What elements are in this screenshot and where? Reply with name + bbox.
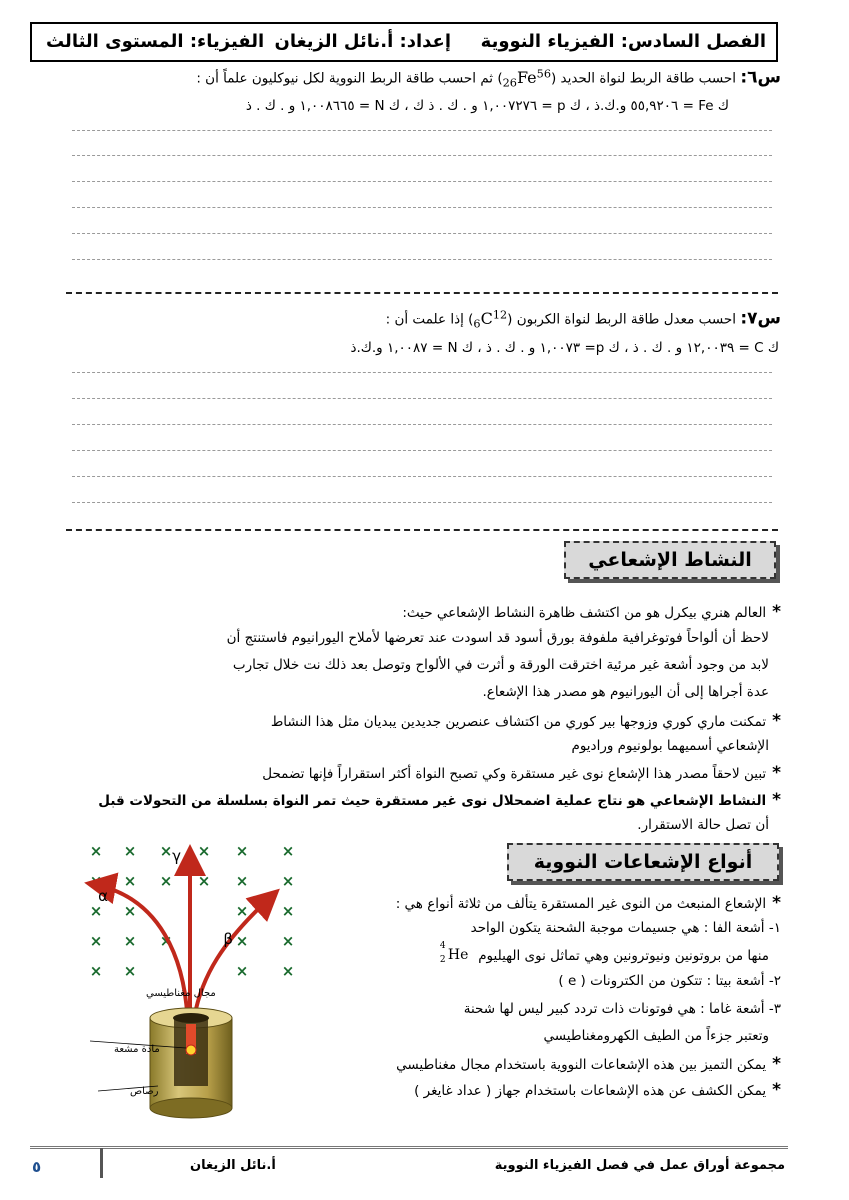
svg-text:×: × (159, 872, 173, 890)
answer-line (72, 476, 772, 477)
question-text-b: ) ثم احسب طاقة الربط النووية لكل نيوكليون علماً أن : (196, 70, 503, 87)
answer-line (72, 450, 772, 451)
paragraph-line: * تمكنت ماري كوري وزوجها بير كوري من اكتشاف عنصرين جديدين يبديان مثل هذا النشاط (270, 711, 781, 731)
answer-line (72, 259, 772, 260)
svg-text:×: × (89, 842, 103, 860)
paragraph-line: عدة أجراها إلى أن اليورانيوم هو مصدر هذا الإشعاع. (482, 684, 769, 700)
mass-number: 12 (492, 308, 508, 321)
alpha-rays-line: ١- أشعة الفا : هي جسيمات موجبة الشحنة يتكون الواحد (470, 920, 781, 936)
footer-separator (100, 1148, 103, 1178)
paragraph-line: * يمكن التميز بين هذه الإشعاعات النووية باستخدام مجال مغناطيسي (396, 1054, 781, 1074)
alpha-label: α (98, 887, 108, 905)
beta-rays-line: ٢- أشعة بيتا : تتكون من الكترونات ( e ) (558, 973, 781, 989)
iron-nucleus (502, 67, 551, 90)
paragraph-line: الإشعاعي أسميهما بولونيوم وراديوم (571, 738, 769, 754)
svg-text:×: × (281, 932, 295, 950)
question-text-b: ) إذا علمت أن : (385, 311, 474, 328)
lead-container (150, 1008, 232, 1118)
question-6 (196, 67, 781, 89)
svg-text:×: × (123, 872, 137, 890)
beta-label: β (223, 930, 233, 948)
paragraph-line: لابد من وجود أشعة غير مرئية اخترقت الورقة و أثرت في الألواح وتوصل بعد ذلك نت خلال تجارب (232, 657, 769, 673)
carbon-nucleus (473, 308, 508, 331)
footer-title: مجموعة أوراق عمل في فصل الفيزياء النووية (494, 1158, 785, 1173)
answer-line (72, 502, 772, 503)
question-6-data: ك Fe = ٥٥,٩٢٠٦ و.ك.ذ ، ك p = ١,٠٠٧٢٧٦ و . ك . ذ ك ، ك N = ١,٠٠٨٦٦٥ و . ك . ذ (245, 98, 729, 114)
lead-label: رصاص (130, 1086, 159, 1097)
subject-level: الفيزياء: المستوى الثالث (46, 31, 265, 52)
alpha-rays-line-2: منها من بروتونين ونيوترونين وهي تماثل نوى الهيليوم 4 2 He (439, 941, 769, 965)
atomic-number: 6 (473, 317, 481, 331)
paragraph-line: * يمكن الكشف عن هذه الإشعاعات باستخدام جهاز ( عداد غايغر ) (414, 1080, 781, 1100)
answer-line (72, 207, 772, 208)
question-7-data: ك C = ١٢,٠٠٣٩ و . ك . ذ ، ك p= ١,٠٠٧٣ و . ك . ذ ، ك N = ١,٠٠٨٧ و.ك.ذ (350, 340, 779, 356)
section-divider (66, 529, 778, 531)
svg-text:×: × (235, 842, 249, 860)
gamma-rays-line: ٣- أشعة غاما : هي فوتونات ذات تردد كبير ليس لها شحنة (463, 1001, 781, 1017)
paragraph-line: * العالم هنري بيكرل هو من اكتشف ظاهرة النشاط الإشعاعي حيث: (402, 602, 781, 622)
svg-text:×: × (123, 842, 137, 860)
paragraph-line: أن تصل حالة الاستقرار. (637, 817, 769, 833)
svg-text:×: × (281, 962, 295, 980)
page-number: ٥ (32, 1158, 42, 1176)
paragraph-line: لاحظ أن ألواحاً فوتوغرافية ملفوفة بورق أسود قد اسودت عند تعرضها لأملاح اليورانيوم فاستنتج أن (226, 630, 769, 646)
svg-text:×: × (159, 932, 173, 950)
answer-line (72, 398, 772, 399)
svg-text:×: × (281, 842, 295, 860)
question-7 (386, 308, 781, 330)
gamma-rays-line-2: وتعتبر جزءاً من الطيف الكهرومغناطيسي (543, 1028, 769, 1044)
atomic-number: 26 (502, 76, 517, 90)
element-symbol: Fe (516, 67, 537, 87)
author-name: إعداد: أ.نائل الزيغان (274, 31, 451, 52)
section-title-radioactivity: النشاط الإشعاعي (564, 541, 776, 579)
section-divider (66, 292, 778, 294)
magnetic-field-diagram (78, 836, 318, 1136)
question-text-a: احسب طاقة الربط لنواة الحديد ( (550, 70, 737, 87)
paragraph-line: * تبين لاحقاً مصدر هذا الإشعاع نوى غير مستقرة وكي تصبح النواة أكثر استقراراً فإنها تضمحل (262, 763, 781, 783)
answer-line (72, 130, 772, 131)
mass-number: 56 (536, 67, 551, 80)
helium-nucleus: 4 2 He (439, 941, 469, 965)
svg-text:×: × (123, 962, 137, 980)
svg-text:×: × (89, 902, 103, 920)
question-number: س٧: (740, 308, 781, 329)
footer-divider (30, 1146, 788, 1149)
footer-author: أ.نائل الزيغان (190, 1158, 276, 1173)
question-text-a: احسب معدل طاقة الربط لنواة الكربون ( (507, 311, 737, 328)
svg-text:×: × (235, 962, 249, 980)
svg-text:×: × (281, 902, 295, 920)
svg-text:×: × (123, 902, 137, 920)
element-symbol: C (480, 308, 493, 328)
paragraph-line: * الإشعاع المنبعث من النوى غير المستقرة يتألف من ثلاثة أنواع هي : (395, 893, 781, 913)
svg-text:×: × (89, 932, 103, 950)
svg-text:×: × (197, 842, 211, 860)
answer-line (72, 424, 772, 425)
svg-text:×: × (123, 932, 137, 950)
svg-text:×: × (235, 872, 249, 890)
gamma-label: γ (172, 847, 181, 865)
svg-text:×: × (235, 902, 249, 920)
field-label: مجال مغناطيسي (146, 988, 216, 999)
svg-text:×: × (281, 872, 295, 890)
answer-line (72, 155, 772, 156)
chapter-title: الفصل السادس: الفيزياء النووية (480, 31, 766, 52)
paragraph-line: * النشاط الإشعاعي هو نتاج عملية اضمحلال نوى غير مستقرة حيث تمر النواة بسلسلة من التحولات قبل (98, 790, 781, 810)
source-label: مادة مشعة (114, 1044, 160, 1055)
svg-text:×: × (235, 932, 249, 950)
svg-text:×: × (197, 872, 211, 890)
question-number: س٦: (740, 67, 781, 88)
section-title-radiation-types: أنواع الإشعاعات النووية (507, 843, 779, 881)
svg-text:×: × (89, 872, 103, 890)
svg-text:×: × (159, 842, 173, 860)
answer-line (72, 233, 772, 234)
answer-line (72, 181, 772, 182)
svg-text:×: × (89, 962, 103, 980)
answer-line (72, 372, 772, 373)
page-header (30, 22, 778, 62)
